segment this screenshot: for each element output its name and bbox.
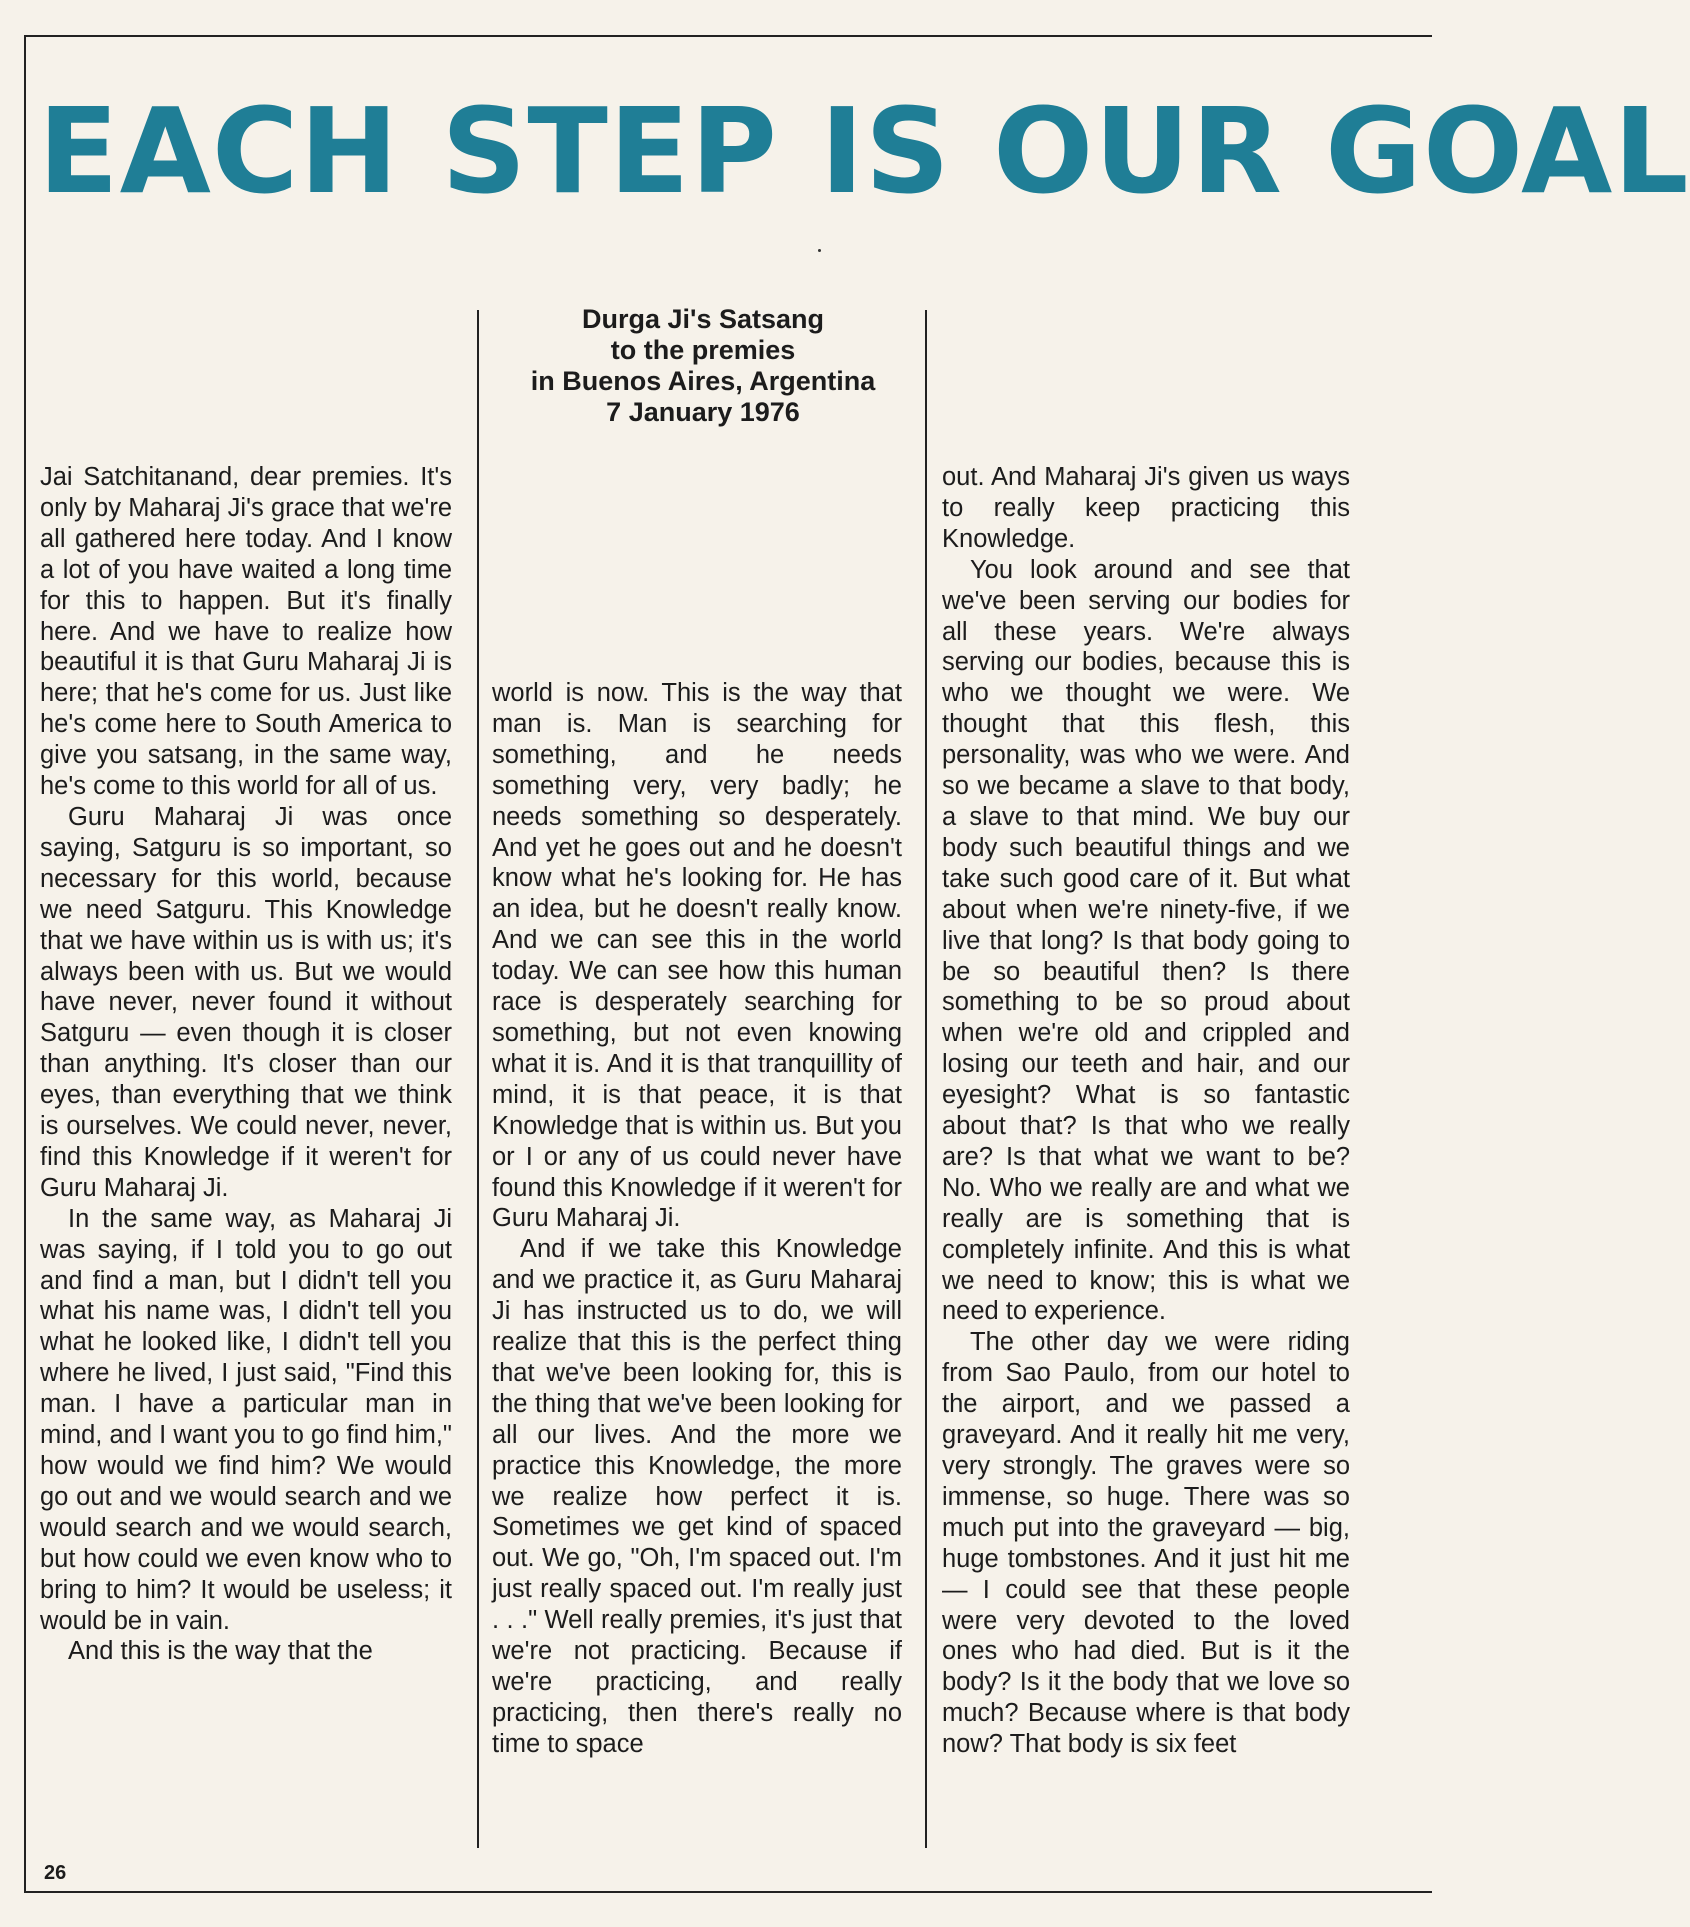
paragraph: out. And Maharaj Ji's given us ways to really keep practicing this Knowledge. [942, 463, 1350, 553]
paragraph: The other day we were riding from Sao Paulo, from our hotel to the airport, and we passed a graveyard. And it really hit me very, very strongly. The graves were so immense, so huge. There was so much put into the graveyard — big, huge tombstones. And it just hit me — I could see that these people were very devoted to the loved ones who had died. But is it the body? Is it the body that we love so much? Because where is that body now? That body is six feet [942, 1328, 1350, 1759]
paragraph: Guru Maharaj Ji was once saying, Satguru is so important, so necessary for this world, because we need Satguru. This Knowledge that we have within us is with us; it's always been with us. But we would have never, never found it without Satguru — even though it is closer than anything. It's closer than our eyes, than everything that we think is ourselves. We could never, never, find this Knowledge if it weren't for Guru Maharaj Ji. [40, 802, 452, 1202]
column-rule-right [925, 310, 927, 1848]
subtitle-line-2: to the premies [610, 335, 796, 365]
paragraph: world is now. This is the way that man is. Man is searching for something, and he needs something very, very badly; he needs something so desperately. And yet he goes out and he doesn't know what he's looking for. He has an idea, but he doesn't really know. And we can see this in the world today. We can see how this human race is desperately searching for something, but not even knowing what it is. And it is that tranquillity of mind, it is that peace, it is that Knowledge that is within us. But you or I or any of us could never have found this Knowledge if it weren't for Guru Maharaj Ji. [492, 679, 902, 1233]
paragraph: And if we take this Knowledge and we practice it, as Guru Maharaj Ji has instructed us to do, we will realize that this is the perfect thing that we've been looking for, this is the thing that we've been looking for all our lives. And the more we practice this Knowledge, the more we realize how perfect it is. Sometimes we get kind of spaced out. We go, "Oh, I'm spaced out. I'm just really spaced out. I'm really just . . ." Well really premies, it's just that we're not practicing. Because if we're practicing, and really practicing, then there's really no time to space [492, 1235, 902, 1758]
subtitle-line-4: 7 January 1976 [606, 397, 800, 427]
text-column-1 [40, 462, 452, 1667]
subtitle-line-3: in Buenos Aires, Argentina [530, 366, 876, 396]
paragraph: And this is the way that the [68, 1637, 373, 1666]
article-title: EACH STEP IS OUR GOAL [38, 82, 1690, 220]
column-rule-left [477, 310, 479, 1848]
paragraph: You look around and see that we've been serving our bodies for all these years. We're always serving our bodies, because this is who we thought we were. We thought that this flesh, this personality, was who we were. And so we became a slave to that body, a slave to that mind. We buy our body such beautiful things and we take such good care of it. But what about when we're ninety-five, if we live that long? Is that body going to be so beautiful then? Is there something to be so proud about when we're old and crippled and losing our teeth and hair, and our eyesight? What is so fantastic about that? Is that who we really are? Is that what we want to be? No. Who we really are and what we really are is something that is completely infinite. And this is what we need to know; this is what we need to experience. [942, 555, 1350, 1326]
subtitle-line-1: Durga Ji's Satsang [582, 304, 824, 334]
paragraph: Jai Satchitanand, dear premies. It's only by Maharaj Ji's grace that we're all gathered here today. And I know a lot of you have waited a long time for this to happen. But it's finally here. And we have to realize how beautiful it is that Guru Maharaj Ji is here; that he's come for us. Just like he's come here to South America to give you satsang, in the same way, he's come to this world for all of us. [40, 463, 452, 801]
text-column-3 [942, 462, 1350, 1760]
page-number: 26 [44, 1862, 67, 1884]
paragraph: In the same way, as Maharaj Ji was saying, if I told you to go out and find a man, but I didn't tell you what his name was, I didn't tell you what he looked like, I didn't tell you where he lived, I just said, "Find this man. I have a particular man in mind, and I want you to go find him," how would we find him? We would go out and we would search and we would search and we would search, but how could we even know who to bring to him? It would be useless; it would be in vain. [40, 1204, 452, 1635]
article-subtitle [482, 304, 924, 428]
text-column-2 [492, 678, 902, 1760]
ink-speck [818, 249, 821, 252]
